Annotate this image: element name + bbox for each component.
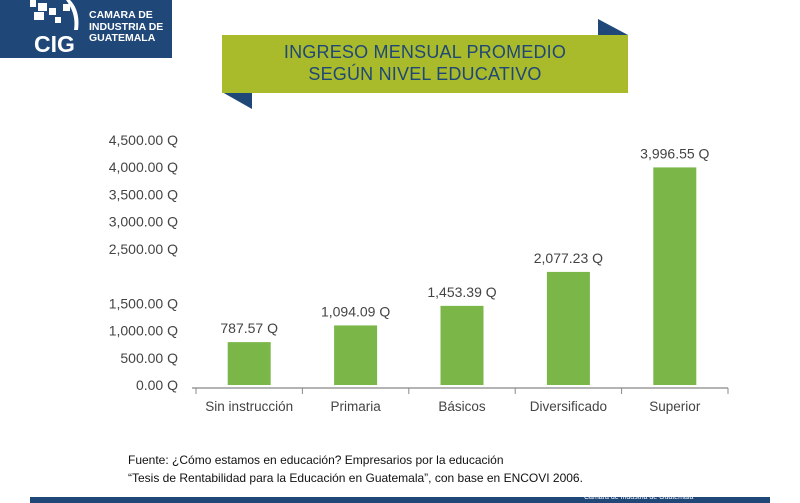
y-tick-label: 1,500.00 Q <box>108 295 178 312</box>
logo-line-2: INDUSTRIA DE <box>89 20 164 33</box>
y-tick-label: 3,000.00 Q <box>108 213 178 230</box>
y-tick-label: 500.00 Q <box>120 349 178 366</box>
chart-title-line-2: SEGÚN NIVEL EDUCATIVO <box>308 64 542 84</box>
y-tick-label: 3,500.00 Q <box>108 186 178 203</box>
x-tick-label: Diversificado <box>529 399 608 414</box>
bar <box>653 167 696 385</box>
logo-acronym: CIG <box>34 31 75 57</box>
data-label: 1,453.39 Q <box>427 283 497 300</box>
y-tick-label: 2,500.00 Q <box>108 240 178 257</box>
logo-line-1: CAMARA DE <box>89 9 153 21</box>
x-tick-label: Superior <box>649 399 701 414</box>
chart-title-line-1: INGRESO MENSUAL PROMEDIO <box>283 42 567 62</box>
footer-text: Cámara de Industria de Guatemala <box>584 494 694 501</box>
data-label: 787.57 Q <box>220 320 279 337</box>
bar <box>228 342 271 385</box>
bar <box>334 325 377 385</box>
source-note <box>128 451 583 487</box>
x-tick-label: Básicos <box>438 399 486 414</box>
y-tick-label: 1,000.00 Q <box>108 322 178 339</box>
bar <box>441 306 484 385</box>
logo-line-3: GUATEMALA <box>89 32 156 44</box>
y-tick-label: 4,000.00 Q <box>108 159 178 176</box>
x-tick-label: Sin instrucción <box>205 399 294 414</box>
y-tick-label: 0.00 Q <box>135 377 178 393</box>
source-line-1: Fuente: ¿Cómo estamos en educación? Empresarios por la educación <box>128 453 504 467</box>
bar <box>547 272 590 385</box>
data-label: 1,094.09 Q <box>320 303 391 320</box>
data-label: 3,996.55 Q <box>640 145 710 162</box>
y-tick-label: 4,500.00 Q <box>108 132 178 148</box>
source-line-2: “Tesis de Rentabilidad para la Educación en Guatemala”, con base en ENCOVI 2006. <box>128 471 583 485</box>
x-tick-label: Primaria <box>330 399 381 414</box>
data-label: 2,077.23 Q <box>533 249 604 266</box>
